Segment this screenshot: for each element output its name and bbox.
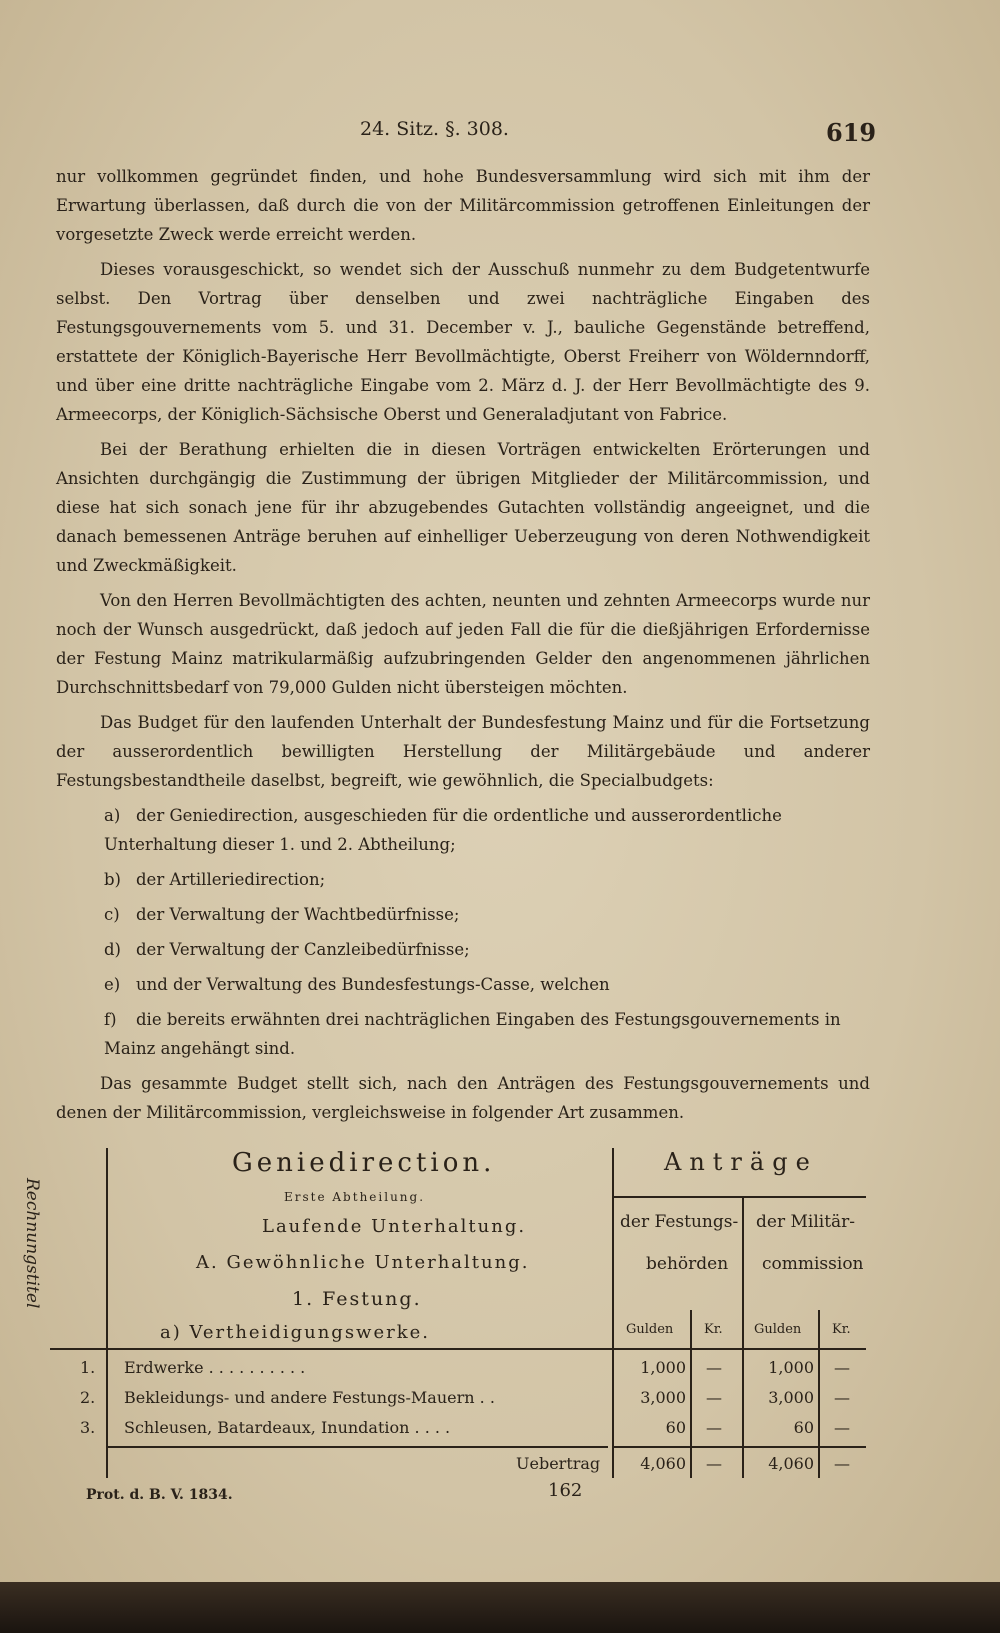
closing-paragraph: Das gesammte Budget stellt sich, nach den Anträgen des Festungsgouvernements und denen der Militärcommission, vergleichsweise in folgender Art zusammen. xyxy=(56,1074,870,1122)
row-number: 3. xyxy=(80,1418,96,1437)
amount-kr: — xyxy=(706,1388,722,1407)
table-title: Geniedirection. xyxy=(232,1148,496,1178)
list-text: der Geniedirection, ausgeschieden für die ordentliche und ausserordentliche Unterhaltung dieser 1. und 2. Abtheilung; xyxy=(104,806,782,854)
list-text: der Verwaltung der Canzleibedürfnisse; xyxy=(136,940,470,959)
list-label: b) xyxy=(104,870,121,889)
scan-edge xyxy=(0,1582,1000,1633)
paragraph: nur vollkommen gegründet finden, und hohe Bundesversammlung wird sich mit ihm der Erwartung überlassen, daß durch die von der Militärcommission getroffenen Einleitungen der vorgesetzte Zweck werde erreicht werden. xyxy=(56,167,870,244)
table-subtitle: Laufende Unterhaltung. xyxy=(262,1216,527,1237)
column-header: behörden xyxy=(646,1254,729,1274)
paragraph: Von den Herren Bevollmächtigten des achten, neunten und zehnten Armeecorps wurde nur noch der Wunsch ausgedrückt, daß jedoch auf jeden Fall die für die dießjährigen Erfordernisse der Festung Mainz matrikularmäßig aufzubringenden Gelder den angenommenen jährlichen Durchschnittsbedarf von 79,000 Gulden nicht übersteigen möchten. xyxy=(56,591,870,697)
row-number: 1. xyxy=(80,1358,96,1377)
rechnungstitel-label: Rechnungstitel xyxy=(22,1178,42,1309)
table-rule xyxy=(742,1196,744,1478)
antraege-heading: Anträge xyxy=(664,1148,818,1176)
list-label: e) xyxy=(104,975,121,994)
list-item xyxy=(104,865,870,894)
list-label: d) xyxy=(104,940,121,959)
amount-kr: — xyxy=(706,1454,722,1473)
unit-header: Gulden xyxy=(626,1322,674,1337)
list-text: der Verwaltung der Wachtbedürfnisse; xyxy=(136,905,460,924)
footer-signature: Prot. d. B. V. 1834. xyxy=(86,1487,233,1503)
list-item xyxy=(104,935,870,964)
unit-header: Kr. xyxy=(704,1322,723,1337)
amount-gulden: 4,060 xyxy=(768,1454,814,1473)
amount-kr: — xyxy=(834,1454,850,1473)
list-label: c) xyxy=(104,905,120,924)
running-head: 24. Sitz. §. 308. xyxy=(360,118,509,140)
table-subtitle: Erste Abtheilung. xyxy=(284,1190,426,1204)
table-rule xyxy=(50,1348,866,1350)
body-text xyxy=(56,162,870,1133)
paragraph: Das Budget für den laufenden Unterhalt der Bundesfestung Mainz und für die Fortsetzung der ausserordentlich bewilligten Herstellung der Militärgebäude und anderer Festungsbestandtheile daselbst, begreift, wie gewöhnlich, die Specialbudgets: xyxy=(56,713,870,790)
list-text: der Artilleriedirection; xyxy=(136,870,326,889)
table-subtitle: A. Gewöhnliche Unterhaltung. xyxy=(196,1252,530,1273)
unit-header: Kr. xyxy=(832,1322,851,1337)
list-item xyxy=(104,1005,870,1063)
paragraph: Bei der Berathung erhielten die in diesen Vorträgen entwickelten Erörterungen und Ansichten durchgängig die Zustimmung der übrigen Mitglieder der Militärcommission, und diese hat sich sonach jene für ihr abzugebendes Gutachten vollständig angeeignet, und die danach bemessenen Anträge beruhen auf einhelliger Ueberzeugung von deren Nothwendigkeit und Zweckmäßigkeit. xyxy=(56,440,870,575)
paragraph: Dieses vorausgeschickt, so wendet sich der Ausschuß nunmehr zu dem Budgetentwurfe selbst. Den Vortrag über denselben und zwei nachträgliche Eingaben des Festungsgouvernements vom 5. und 31. December v. J., bauliche Gegenstände betreffend, erstattete der Königlich-Bayerische Herr Bevollmächtigte, Oberst Freiherr von Wöldernndorff, und über eine dritte nachträgliche Eingabe vom 2. März d. J. der Herr Bevollmächtigte des 9. Armeecorps, der Königlich-Sächsische Oberst und Generaladjutant von Fabrice. xyxy=(56,260,870,424)
column-header: der Festungs- xyxy=(620,1212,739,1232)
amount-gulden: 4,060 xyxy=(640,1454,686,1473)
list-item xyxy=(104,970,870,999)
unit-header: Gulden xyxy=(754,1322,802,1337)
row-label: Bekleidungs- und andere Festungs-Mauern . . xyxy=(124,1388,495,1407)
list-item xyxy=(104,900,870,929)
amount-gulden: 3,000 xyxy=(640,1388,686,1407)
amount-kr: — xyxy=(706,1358,722,1377)
column-header: der Militär- xyxy=(756,1212,856,1232)
table-subtitle: 1. Festung. xyxy=(292,1288,422,1310)
table-rule xyxy=(612,1196,866,1198)
budget-list xyxy=(104,801,870,1063)
list-label: f) xyxy=(104,1010,117,1029)
page-header xyxy=(0,118,1000,148)
table-rule xyxy=(612,1446,866,1448)
list-item xyxy=(104,801,870,859)
page-number: 619 xyxy=(826,118,877,147)
row-label: Schleusen, Batardeaux, Inundation . . . . xyxy=(124,1418,451,1437)
amount-gulden: 1,000 xyxy=(768,1358,814,1377)
amount-gulden: 1,000 xyxy=(640,1358,686,1377)
table-subtitle: a) Vertheidigungswerke. xyxy=(160,1322,431,1343)
table-rule xyxy=(108,1446,608,1448)
table-rule xyxy=(690,1310,692,1478)
list-text: und der Verwaltung des Bundesfestungs-Casse, welchen xyxy=(136,975,610,994)
column-header: commission xyxy=(762,1254,864,1274)
list-text: die bereits erwähnten drei nachträglichen Eingaben des Festungsgouvernements in Mainz angehängt sind. xyxy=(104,1010,841,1058)
amount-kr: — xyxy=(706,1418,722,1437)
uebertrag-label: Uebertrag xyxy=(516,1454,601,1473)
amount-gulden: 60 xyxy=(665,1418,686,1437)
amount-kr: — xyxy=(834,1388,850,1407)
amount-gulden: 60 xyxy=(793,1418,814,1437)
footer-sheet-number: 162 xyxy=(548,1480,583,1501)
row-number: 2. xyxy=(80,1388,96,1407)
amount-kr: — xyxy=(834,1358,850,1377)
list-label: a) xyxy=(104,806,121,825)
table-rule xyxy=(818,1310,820,1478)
table-rule xyxy=(106,1148,108,1478)
amount-gulden: 3,000 xyxy=(768,1388,814,1407)
row-label: Erdwerke . . . . . . . . . . xyxy=(124,1358,306,1377)
amount-kr: — xyxy=(834,1418,850,1437)
